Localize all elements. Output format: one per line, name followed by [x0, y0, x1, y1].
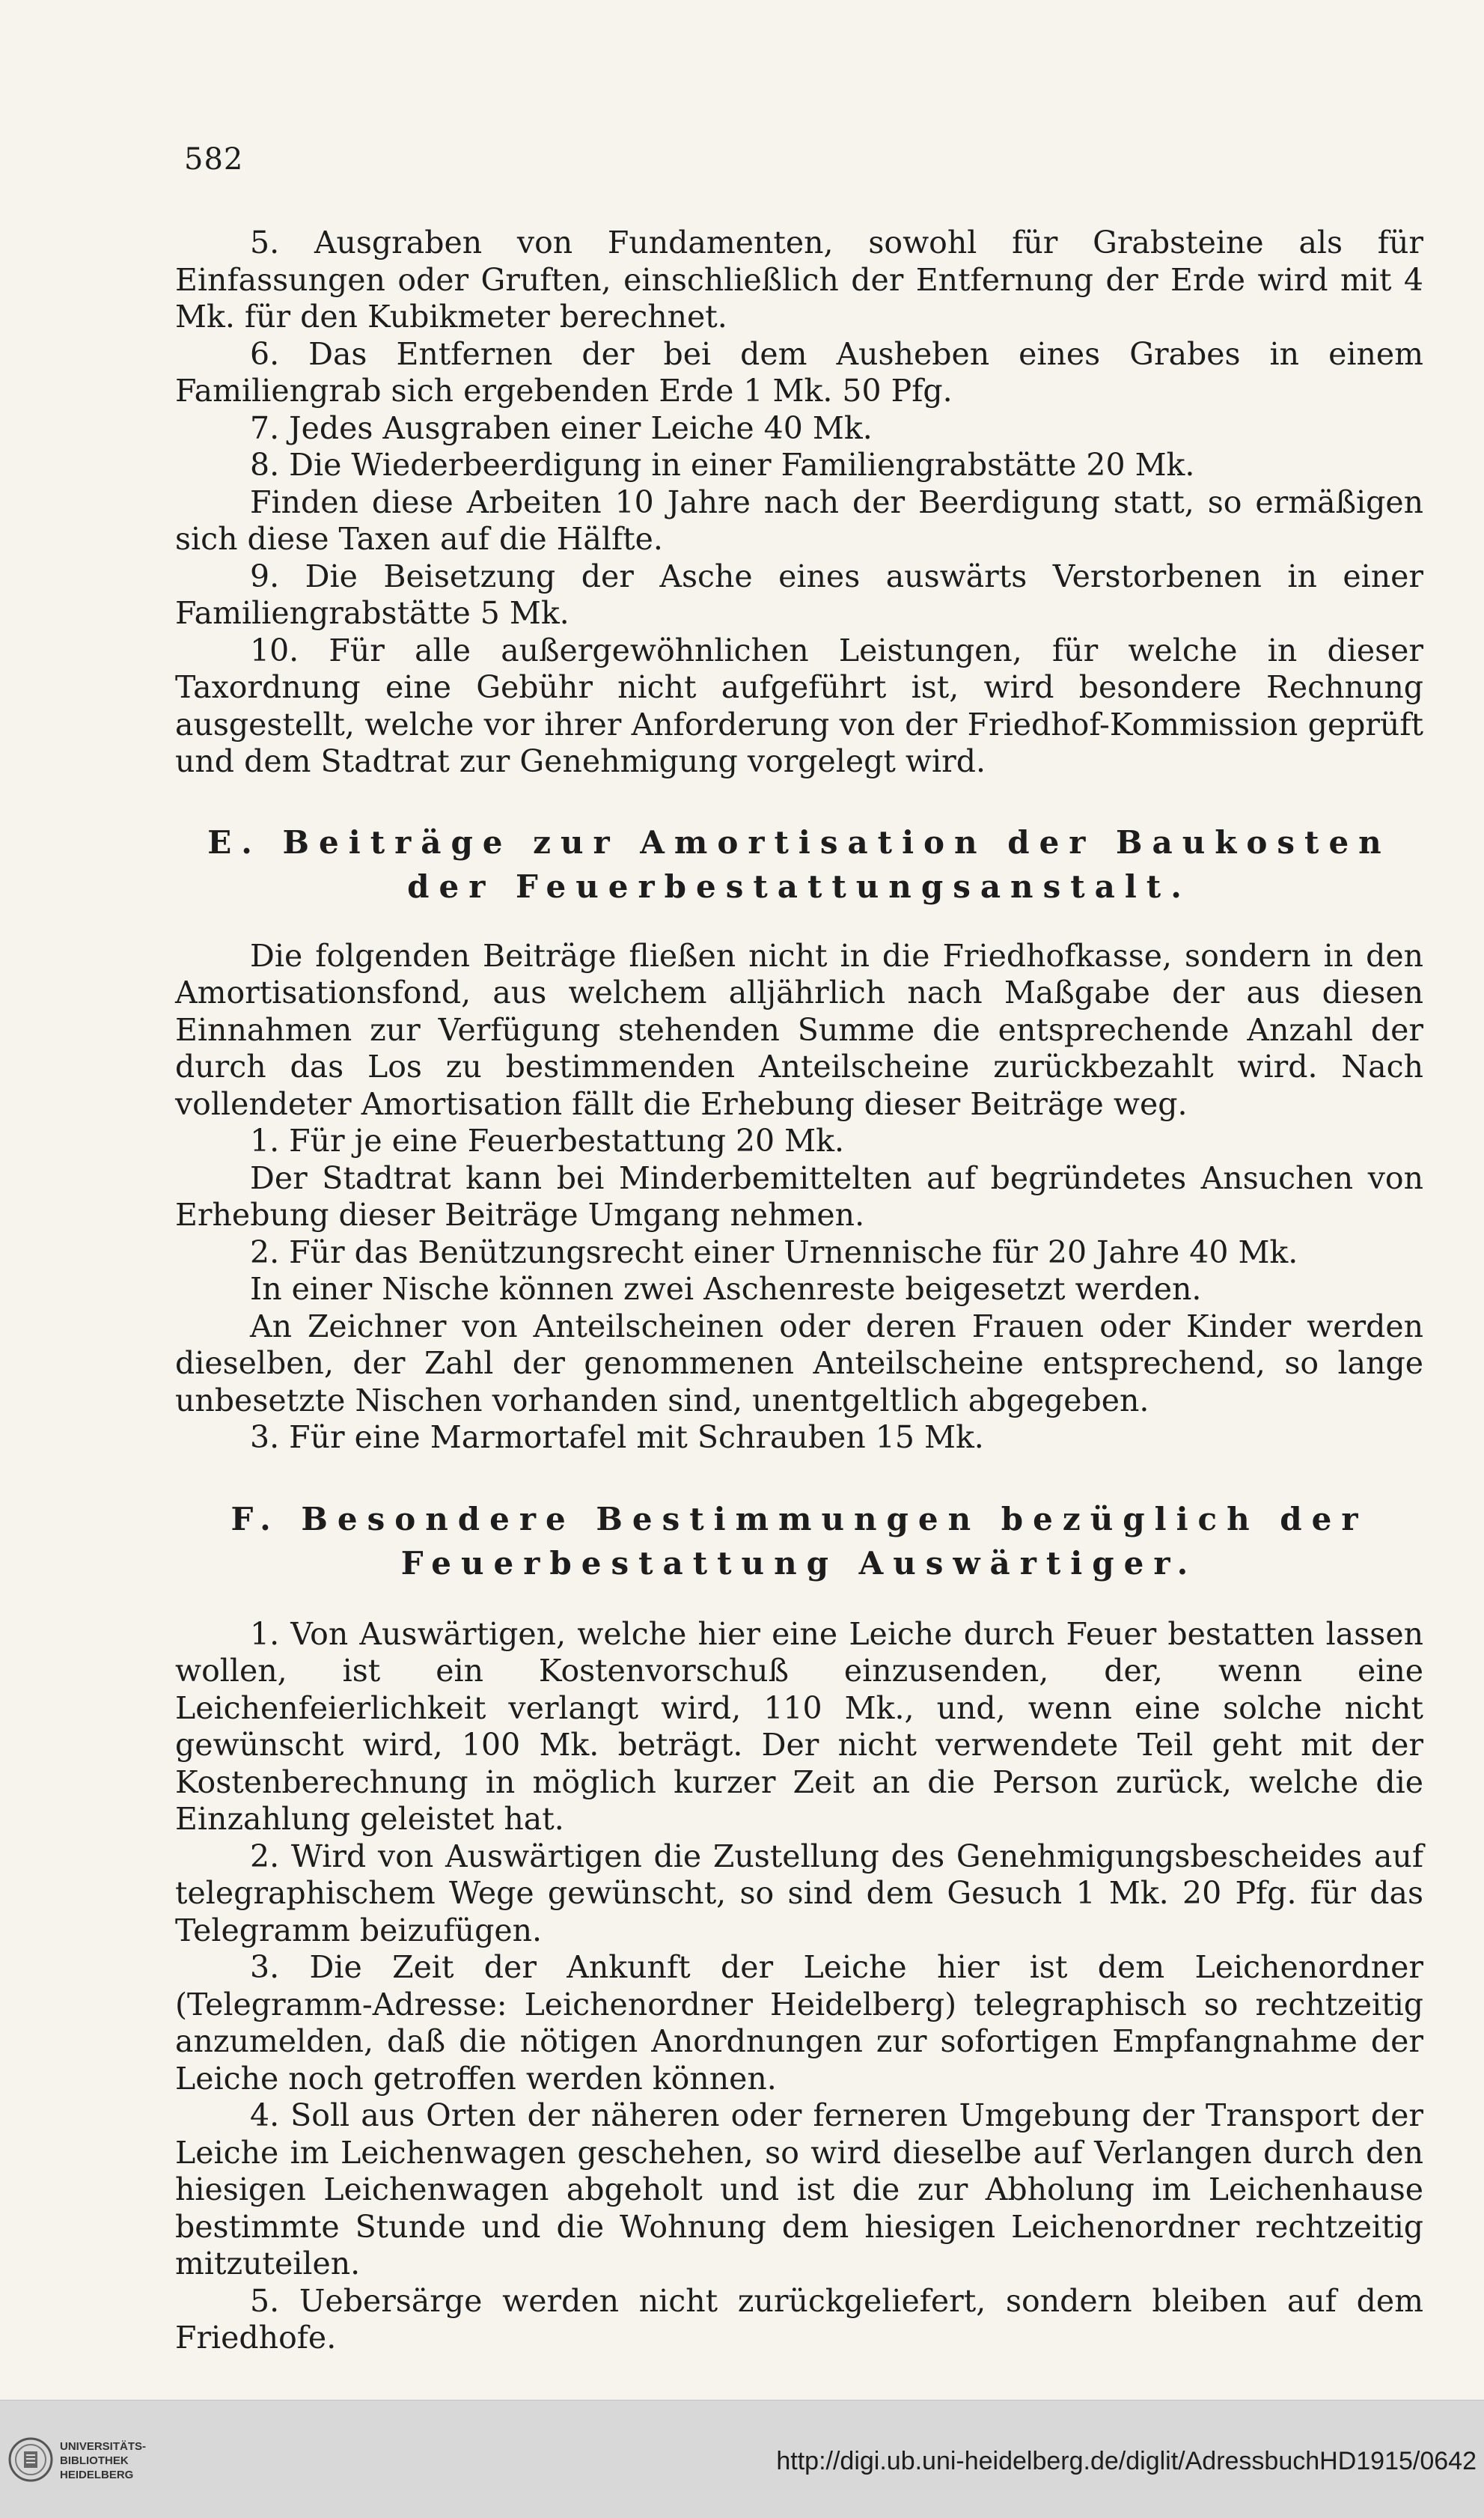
paragraph: 1. Von Auswärtigen, welche hier eine Leiche durch Feuer bestatten lassen wollen, ist ein Kostenvorschuß einzusenden, der, wenn eine Leichenfeierlichkeit verlangt wird, 110 Mk., und, wenn eine solche nicht gewünscht wird, 100 Mk. beträgt. Der nicht verwendete Teil geht mit der Kostenberechnung in möglich kurzer Zeit an die Person zurück, welche die Einzahlung geleistet hat. — [175, 1615, 1423, 1837]
paragraph: An Zeichner von Anteilscheinen oder deren Frauen oder Kinder werden dieselben, der Zahl der genommenen Anteilscheine entsprechend, so lange unbesetzte Nischen vorhanden sind, unentgeltlich abgegeben. — [175, 1308, 1423, 1418]
source-url-link[interactable]: http://digi.ub.uni-heidelberg.de/diglit/AdressbuchHD1915/0642 — [776, 2447, 1477, 2475]
paragraph: In einer Nische können zwei Aschenreste beigesetzt werden. — [250, 1271, 1202, 1307]
page-number: 582 — [184, 142, 244, 177]
paragraph: 5. Uebersärge werden nicht zurückgeliefert, sondern bleiben auf dem Friedhofe. — [175, 2282, 1423, 2356]
fee-list-top — [175, 225, 1423, 781]
section-heading-f: F. Besondere Bestimmungen bezüglich der Feuerbestattung Auswärtiger. — [230, 1500, 1368, 1582]
paragraph: 3. Für eine Marmortafel mit Schrauben 15 Mk. — [250, 1419, 984, 1455]
paragraph: 1. Für je eine Feuerbestattung 20 Mk. — [250, 1123, 845, 1159]
paragraph: 2. Für das Benützungsrecht einer Urnennische für 20 Jahre 40 Mk. — [250, 1234, 1298, 1270]
section-f-body — [175, 1616, 1423, 2357]
page-content — [175, 225, 1423, 2357]
university-library-seal-icon — [7, 2436, 54, 2483]
library-name: UNIVERSITÄTS- BIBLIOTHEK HEIDELBERG — [60, 2440, 147, 2481]
paragraph: 9. Die Beisetzung der Asche eines auswärts Verstorbenen in einer Familiengrabstätte 5 Mk. — [175, 558, 1423, 631]
paragraph: 5. Ausgraben von Fundamenten, sowohl für Grabsteine als für Einfassungen oder Gruften, einschließlich der Entfernung der Erde wird mit 4 Mk. für den Kubikmeter berechnet. — [175, 225, 1423, 335]
section-e-body — [175, 938, 1423, 1457]
paragraph: Der Stadtrat kann bei Minderbemittelten auf begründetes Ansuchen von Erhebung dieser Beiträge Umgang nehmen. — [175, 1159, 1423, 1233]
paragraph: Die folgenden Beiträge fließen nicht in die Friedhofkasse, sondern in den Amortisationsfond, aus welchem alljährlich nach Maßgabe der aus diesen Einnahmen zur Verfügung stehenden Summe die entsprechende Anzahl der durch das Los zu bestimmenden Anteilscheine zurückbezahlt wird. Nach vollendeter Amortisation fällt die Erhebung dieser Beiträge weg. — [175, 937, 1423, 1122]
section-heading-e: E. Beiträge zur Amortisation der Baukosten der Feuerbestattungsanstalt. — [207, 823, 1391, 905]
paragraph: 3. Die Zeit der Ankunft der Leiche hier ist dem Leichenordner (Telegramm-Adresse: Leichenordner Heidelberg) telegraphisch so rechtzeitig anzumelden, daß die nötigen Anordnungen zur sofortigen Empfangnahme der Leiche noch getroffen werden können. — [175, 1949, 1423, 2097]
paragraph: 8. Die Wiederbeerdigung in einer Familiengrabstätte 20 Mk. — [250, 447, 1195, 483]
paragraph: 4. Soll aus Orten der näheren oder ferneren Umgebung der Transport der Leiche im Leichenwagen geschehen, so wird dieselbe auf Verlangen durch den hiesigen Leichenwagen abgeholt und ist die zur Abholung im Leichenhause bestimmte Stunde und die Wohnung dem hiesigen Leichenordner rechtzeitig mitzuteilen. — [175, 2097, 1423, 2281]
footer-bar — [0, 2400, 1484, 2518]
paragraph: Finden diese Arbeiten 10 Jahre nach der Beerdigung statt, so ermäßigen sich diese Taxen auf die Hälfte. — [175, 484, 1423, 557]
paragraph: 2. Wird von Auswärtigen die Zustellung des Genehmigungsbescheides auf telegraphischem Wege gewünscht, so sind dem Gesuch 1 Mk. 20 Pfg. für das Telegramm beizufügen. — [175, 1838, 1423, 1948]
paragraph: 6. Das Entfernen der bei dem Ausheben eines Grabes in einem Familiengrab sich ergebenden Erde 1 Mk. 50 Pfg. — [175, 335, 1423, 409]
paragraph: 10. Für alle außergewöhnlichen Leistungen, für welche in dieser Taxordnung eine Gebühr nicht aufgeführt ist, wird besondere Rechnung ausgestellt, welche vor ihrer Anforderung von der Friedhof-Kommission geprüft und dem Stadtrat zur Genehmigung vorgelegt wird. — [175, 632, 1423, 779]
paragraph: 7. Jedes Ausgraben einer Leiche 40 Mk. — [250, 409, 873, 446]
